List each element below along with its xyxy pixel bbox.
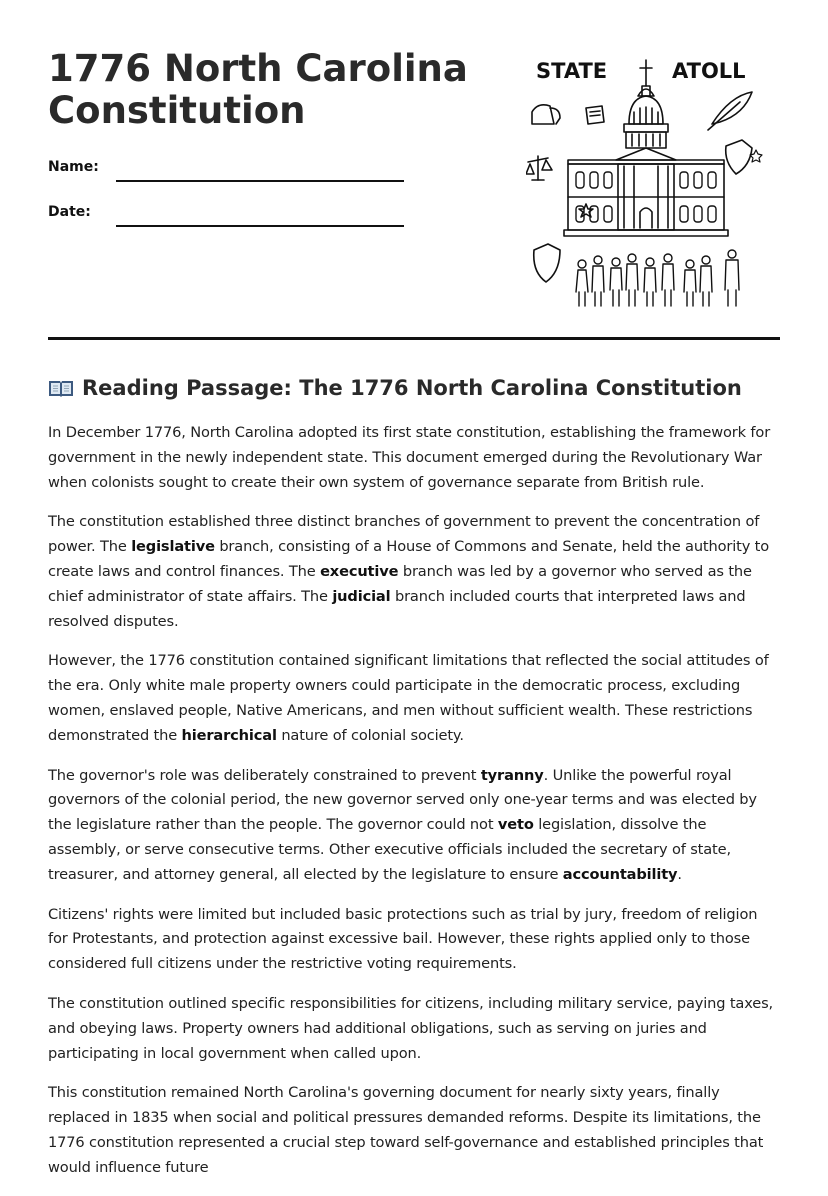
section-heading-text: Reading Passage: The 1776 North Carolina Constitution <box>82 376 742 400</box>
passage-text: . <box>677 865 682 883</box>
open-book-icon <box>48 378 74 398</box>
passage-paragraph <box>48 903 780 977</box>
header-divider <box>48 337 780 340</box>
shield-icon <box>726 140 762 174</box>
helmet-icon <box>532 105 560 124</box>
passage-text: The constitution established three distinct branches of government to prevent the concentration of power. The <box>48 513 760 556</box>
spire-icon <box>640 60 652 86</box>
scales-icon <box>526 156 552 180</box>
passage-paragraph <box>48 510 780 634</box>
illustration-text-left: STATE <box>536 59 608 83</box>
key-term: hierarchical <box>181 726 277 744</box>
illustration-text-right: ATOLL <box>672 59 746 83</box>
passage-text: In December 1776, North Carolina adopted its first state constitution, establishing the framework for government in the newly independent state. This document emerged during the Revolutionary War when colonists sought to create their own system of governance separate from British rule. <box>48 424 771 491</box>
name-field[interactable] <box>116 180 404 182</box>
date-label: Date: <box>48 204 91 220</box>
passage-paragraph <box>48 1081 780 1180</box>
key-term: executive <box>320 562 399 580</box>
capitol-illustration <box>526 52 766 314</box>
passage-paragraph <box>48 649 780 748</box>
passage-paragraph <box>48 764 780 888</box>
key-term: legislative <box>131 538 215 556</box>
passage-text: The governor's role was deliberately constrained to prevent <box>48 766 481 784</box>
section-heading <box>48 372 780 404</box>
date-field[interactable] <box>116 225 404 227</box>
key-term: judicial <box>332 587 391 605</box>
passage-text: nature of colonial society. <box>276 726 464 744</box>
shield-icon <box>534 244 560 282</box>
people-icon <box>576 250 739 306</box>
passage-paragraph <box>48 421 780 495</box>
key-term: veto <box>497 816 534 834</box>
passage-paragraph <box>48 992 780 1066</box>
passage-text: branch included courts that interpreted laws and resolved disputes. <box>48 587 746 630</box>
passage-text: branch, consisting of a House of Commons and Senate, held the authority to create laws and control finances. The <box>48 538 770 580</box>
passage-text: legislation, dissolve the assembly, or serve consecutive terms. Other executive officials included the secretary of state, treasurer, and attorney general, all elected by the legislature to ensure <box>48 816 731 883</box>
passage-text: The constitution outlined specific responsibilities for citizens, including military service, paying taxes, and obeying laws. Property owners had additional obligations, such as serving on juries and participating in local government when called upon. <box>48 994 774 1062</box>
capitol-building-icon <box>564 86 728 236</box>
passage-text: However, the 1776 constitution contained significant limitations that reflected the social attitudes of the era. Only white male property owners could participate in the democratic process, excluding women, enslaved people, Native Americans, and men without sufficient wealth. These restrictions demonstrated the <box>48 652 769 744</box>
key-term: accountability <box>562 865 678 883</box>
key-term: tyranny <box>480 766 544 784</box>
name-label: Name: <box>48 159 99 175</box>
passage-text: . Unlike the powerful royal governors of the colonial period, the new governor served only one-year terms and was elected by the legislature rather than the people. The governor could not <box>48 766 757 834</box>
passage-text: This constitution remained North Carolina's governing document for nearly sixty years, finally replaced in 1835 when social and political pressures demanded reforms. Despite its limitations, the 1776 constitution represented a crucial step toward self-governance and established principles that would influence future <box>48 1084 764 1176</box>
passage-text: branch was led by a governor who served as the chief administrator of state affairs. The <box>48 562 752 605</box>
page-title: 1776 North Carolina Constitution <box>48 47 468 132</box>
reading-passage <box>48 421 780 1196</box>
book-icon <box>586 106 604 124</box>
passage-text: Citizens' rights were limited but included basic protections such as trial by jury, freedom of religion for Protestants, and protection against excessive bail. However, these rights applied only to those considered full citizens under the restrictive voting requirements. <box>48 905 758 973</box>
quill-icon <box>708 92 752 130</box>
